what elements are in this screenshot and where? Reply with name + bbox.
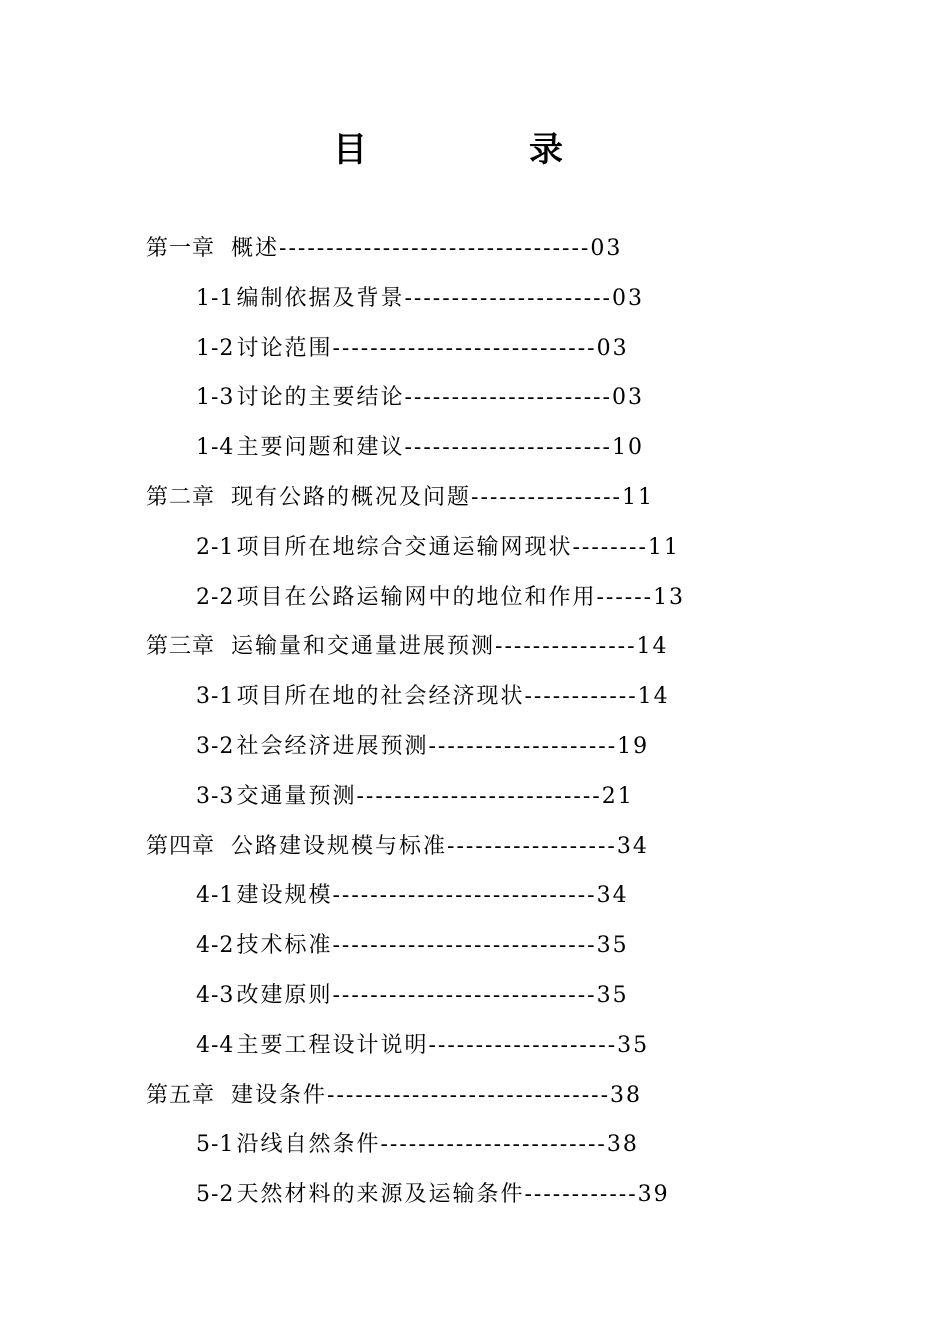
toc-section-entry[interactable] — [0, 573, 950, 623]
toc-entry-number: 第一章 — [146, 236, 216, 261]
toc-entry-leader: ---------------------- — [404, 435, 612, 461]
toc-entry-number: 1-4 — [196, 435, 235, 461]
toc-entry-leader: -------------------- — [428, 733, 618, 759]
toc-entry-leader: ---------------------------- — [332, 933, 597, 959]
toc-entry-leader: ------------------ — [447, 833, 617, 859]
toc-entry-leader: ------------ — [524, 684, 638, 710]
toc-entry-number: 4-1 — [196, 883, 235, 909]
toc-entry-number: 第二章 — [146, 484, 216, 510]
toc-section-entry[interactable] — [0, 772, 950, 822]
toc-entry-leader: ------------------------ — [380, 1132, 607, 1158]
toc-section-entry[interactable] — [0, 1120, 950, 1170]
toc-chapter-entry[interactable] — [0, 822, 950, 872]
toc-entry-page-number: 13 — [653, 584, 686, 610]
toc-entry-number: 第三章 — [146, 634, 216, 660]
toc-entry-leader: ------ — [596, 584, 654, 610]
toc-entry-page-number: 35 — [596, 933, 629, 959]
toc-entry-page-number: 38 — [610, 1082, 643, 1108]
toc-entry-number: 3-1 — [196, 684, 235, 710]
toc-section-entry[interactable] — [0, 423, 950, 473]
toc-entry-number: 3-3 — [196, 783, 235, 809]
toc-entry-leader: --------------- — [495, 634, 637, 660]
toc-entry-text — [196, 373, 644, 423]
toc-section-entry[interactable] — [0, 1170, 950, 1220]
toc-section-entry[interactable] — [0, 324, 950, 374]
toc-entry-label: 建设条件 — [231, 1082, 328, 1108]
toc-chapter-entry[interactable] — [0, 473, 950, 523]
toc-entry-label: 技术标准 — [236, 933, 333, 959]
toc-entry-page-number: 03 — [612, 385, 644, 411]
toc-entry-leader: ---------------------- — [404, 385, 612, 411]
toc-entry-leader: ------------------------------ — [327, 1082, 611, 1108]
page-title: 目 录 — [333, 130, 627, 170]
toc-section-entry[interactable] — [0, 1021, 950, 1071]
toc-chapter-entry[interactable] — [0, 1071, 950, 1121]
toc-entry-page-number: 03 — [612, 285, 644, 311]
toc-entry-text — [196, 971, 629, 1021]
toc-entry-leader: ---------------------- — [404, 285, 612, 311]
toc-entry-label: 沿线自然条件 — [236, 1132, 381, 1158]
toc-entry-text — [146, 622, 669, 672]
toc-section-entry[interactable] — [0, 971, 950, 1021]
toc-entry-page-number: 03 — [590, 236, 623, 261]
toc-entry-text — [196, 672, 670, 722]
toc-entry-text — [146, 1071, 642, 1121]
toc-entry-leader: ---------------------------- — [332, 982, 597, 1008]
toc-entry-page-number: 14 — [636, 634, 669, 660]
toc-entry-label: 现有公路的概况及问题 — [231, 484, 472, 510]
toc-entry-text — [196, 274, 644, 324]
toc-entry-leader: ---------------- — [471, 484, 622, 510]
toc-entry-text — [196, 1120, 639, 1170]
toc-entry-number: 2-2 — [196, 584, 235, 610]
toc-entry-text — [196, 324, 629, 374]
toc-entry-page-number: 34 — [596, 883, 629, 909]
toc-entry-text — [196, 722, 649, 772]
toc-entry-label: 主要工程设计说明 — [236, 1032, 429, 1058]
toc-entry-leader: -------- — [572, 534, 648, 560]
toc-entry-label: 建设规模 — [236, 883, 333, 909]
toc-entry-page-number: 39 — [637, 1182, 670, 1208]
toc-entry-number: 第五章 — [146, 1082, 216, 1108]
toc-section-entry[interactable] — [0, 672, 950, 722]
toc-entry-label: 交通量预测 — [236, 783, 357, 809]
toc-entry-number: 5-2 — [196, 1182, 235, 1208]
toc-entry-text — [196, 573, 685, 623]
toc-entry-number: 1-2 — [196, 335, 235, 361]
toc-entry-text — [196, 523, 680, 573]
toc-entry-text — [196, 1170, 670, 1220]
toc-entry-text — [196, 921, 629, 971]
toc-section-entry[interactable] — [0, 921, 950, 971]
toc-entry-label: 改建原则 — [236, 982, 333, 1008]
toc-entry-number: 1-3 — [196, 385, 235, 411]
toc-entry-label: 概述 — [231, 236, 280, 261]
toc-entry-label: 主要问题和建议 — [236, 435, 405, 461]
toc-entry-number: 1-1 — [196, 285, 235, 311]
toc-entry-page-number: 35 — [596, 982, 629, 1008]
toc-entry-text — [196, 423, 644, 473]
toc-entry-number: 第四章 — [146, 833, 216, 859]
toc-section-entry[interactable] — [0, 274, 950, 324]
table-of-contents — [0, 224, 950, 1220]
toc-entry-leader: ------------ — [524, 1182, 638, 1208]
toc-section-entry[interactable] — [0, 523, 950, 573]
toc-entry-number: 5-1 — [196, 1132, 235, 1158]
toc-chapter-entry[interactable] — [0, 622, 950, 672]
toc-entry-leader: -------------------------- — [356, 783, 602, 809]
toc-entry-label: 社会经济进展预测 — [236, 733, 429, 759]
toc-entry-text — [146, 473, 654, 523]
toc-entry-page-number: 11 — [621, 484, 654, 510]
toc-section-entry[interactable] — [0, 722, 950, 772]
toc-entry-label: 项目所在地综合交通运输网现状 — [236, 534, 573, 560]
toc-entry-page-number: 34 — [616, 833, 649, 859]
toc-chapter-entry[interactable] — [0, 224, 950, 274]
toc-entry-leader: --------------------------------- — [279, 236, 591, 261]
toc-entry-number: 3-2 — [196, 733, 235, 759]
toc-entry-number: 4-2 — [196, 933, 235, 959]
toc-entry-page-number: 21 — [601, 783, 634, 809]
toc-entry-text — [146, 224, 622, 274]
toc-entry-label: 编制依据及背景 — [236, 285, 405, 311]
toc-entry-leader: -------------------- — [428, 1032, 618, 1058]
toc-entry-label: 讨论的主要结论 — [236, 385, 405, 411]
toc-section-entry[interactable] — [0, 871, 950, 921]
toc-entry-label: 公路建设规模与标准 — [231, 833, 448, 859]
toc-entry-text — [196, 1021, 649, 1071]
toc-entry-page-number: 19 — [617, 733, 650, 759]
toc-entry-page-number: 38 — [606, 1132, 639, 1158]
toc-entry-label: 天然材料的来源及运输条件 — [236, 1182, 525, 1208]
toc-entry-page-number: 35 — [617, 1032, 650, 1058]
toc-entry-page-number: 03 — [596, 335, 629, 361]
toc-entry-page-number: 14 — [637, 684, 670, 710]
toc-entry-page-number: 10 — [612, 435, 644, 461]
toc-entry-number: 2-1 — [196, 534, 235, 560]
toc-entry-text — [196, 871, 629, 921]
toc-entry-leader: ---------------------------- — [332, 335, 597, 361]
toc-entry-label: 运输量和交通量进展预测 — [231, 634, 496, 660]
toc-entry-label: 项目所在地的社会经济现状 — [236, 684, 525, 710]
toc-entry-page-number: 11 — [647, 534, 680, 560]
toc-entry-number: 4-4 — [196, 1032, 235, 1058]
toc-entry-number: 4-3 — [196, 982, 235, 1008]
toc-entry-text — [196, 772, 634, 822]
toc-entry-label: 项目在公路运输网中的地位和作用 — [236, 584, 597, 610]
toc-section-entry[interactable] — [0, 373, 950, 423]
toc-entry-label: 讨论范围 — [236, 335, 333, 361]
toc-entry-text — [146, 822, 649, 872]
toc-entry-leader: ---------------------------- — [332, 883, 597, 909]
